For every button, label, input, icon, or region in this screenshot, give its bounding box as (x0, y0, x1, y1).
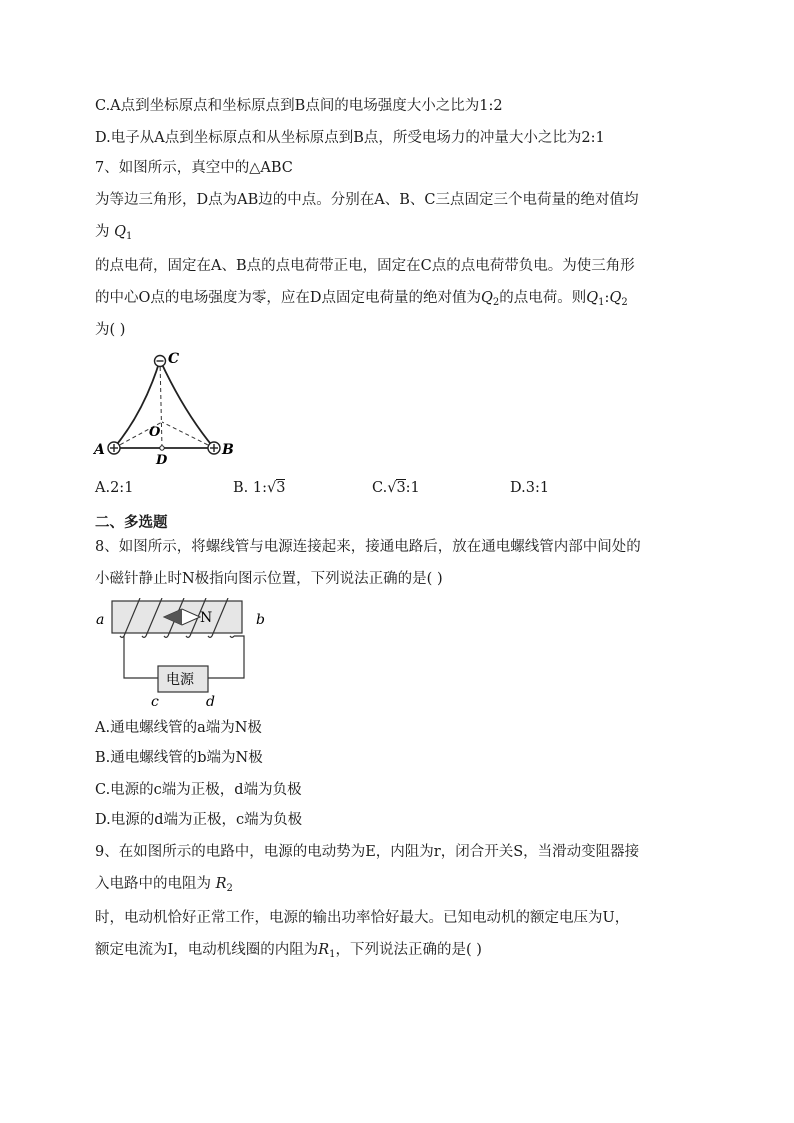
q7-text: 的点电荷。则 (499, 290, 587, 306)
q7-option-b (233, 478, 285, 498)
q7-stem-line1: 7、如图所示，真空中的△ABC (95, 160, 293, 176)
label-d: d (206, 694, 215, 710)
q9-text: 额定电流为I，电动机线圈的内阻为 (95, 942, 319, 958)
q7-q-subscript: 2 (621, 297, 628, 308)
q9-text: ，下列说法正确的是( ) (335, 942, 482, 958)
q8-option-d: D.电源的d端为正极，c端为负极 (95, 812, 303, 828)
wire-left (124, 636, 158, 678)
label-c: c (151, 694, 159, 710)
q6-option-c: C.A点到坐标原点和坐标原点到B点间的电场强度大小之比为1:2 (95, 98, 503, 114)
section-heading: 二、多选题 (95, 514, 168, 531)
label-c: C (168, 351, 180, 367)
q7-option-c (372, 478, 420, 498)
q8-stem-line2: 小磁针静止时N极指向图示位置，下列说法正确的是( ) (95, 571, 443, 587)
label-b: b (256, 612, 265, 628)
label-o: O (149, 425, 161, 440)
label-a: A (94, 442, 105, 458)
q9-r-symbol: R (318, 942, 330, 958)
q7-text: 为 (95, 224, 110, 240)
q7-q-subscript: 1 (126, 231, 133, 242)
q7-option-a: A.2:1 (95, 480, 134, 496)
label-d: D (156, 453, 168, 465)
sqrt-icon: √ (387, 480, 397, 496)
q6-option-d: D.电子从A点到坐标原点和从坐标原点到B点，所受电场力的冲量大小之比为2:1 (95, 130, 605, 146)
q9-stem-line2 (95, 874, 233, 899)
point-d-icon (160, 446, 164, 450)
q9-r-subscript: 2 (226, 883, 233, 894)
q7-text: :1 (405, 480, 420, 496)
q7-stem-line4: 的点电荷，固定在A、B点的点电荷带正电，固定在C点的点电荷带负电。为使三角形 (95, 258, 635, 274)
q7-stem-line6: 为( ) (95, 322, 126, 338)
q9-stem-line3: 时，电动机恰好正常工作，电源的输出功率恰好最大。已知电动机的额定电压为U， (95, 910, 630, 926)
q8-option-b: B.通电螺线管的b端为N极 (95, 750, 263, 766)
q7-stem-line2: 为等边三角形，D点为AB边的中点。分别在A、B、C三点固定三个电荷量的绝对值均 (95, 192, 639, 208)
power-source-label: 电源 (166, 672, 194, 688)
label-n: N (200, 610, 213, 626)
q9-text: 入电路中的电阻为 (95, 876, 211, 892)
q9-r-subscript: 1 (329, 949, 336, 960)
sqrt-icon: √ (267, 480, 277, 496)
q7-triangle-figure (92, 350, 242, 465)
median-b-o (162, 422, 214, 448)
q7-q-subscript: 1 (598, 297, 605, 308)
q7-q-symbol: Q (586, 290, 599, 306)
q7-q-symbol: Q (609, 290, 622, 306)
q7-option-c-radicand: 3 (396, 480, 406, 496)
q7-option-b-radicand: 3 (276, 480, 286, 496)
wire-right (208, 636, 244, 678)
q7-stem-line3 (95, 222, 132, 247)
q8-solenoid-figure (92, 598, 282, 710)
q8-option-c: C.电源的c端为正极，d端为负极 (95, 782, 302, 798)
q7-text: B. (233, 480, 249, 496)
q7-option-d: D.3:1 (510, 480, 550, 496)
q9-stem-line4 (95, 940, 482, 965)
q7-text: C. (372, 480, 388, 496)
q7-stem-line5 (95, 288, 628, 313)
q9-stem-line1: 9、在如图所示的电路中，电源的电动势为E，内阻为r，闭合开关S，当滑动变阻器接 (95, 844, 640, 860)
q8-stem-line1: 8、如图所示，将螺线管与电源连接起来，接通电路后，放在通电螺线管内部中间处的 (95, 539, 641, 555)
q7-text: 1: (252, 480, 267, 496)
q7-text: 的中心O点的电场强度为零，应在D点固定电荷量的绝对值为 (95, 290, 482, 306)
q7-q-symbol: Q (481, 290, 493, 306)
q7-q-symbol: Q (114, 224, 126, 240)
q8-option-a: A.通电螺线管的a端为N极 (95, 720, 262, 736)
q7-ratio-colon: : (604, 290, 610, 306)
q7-q-subscript: 2 (492, 297, 500, 308)
label-b: B (222, 442, 234, 458)
label-a: a (96, 612, 105, 628)
q9-r-symbol: R (215, 876, 227, 892)
